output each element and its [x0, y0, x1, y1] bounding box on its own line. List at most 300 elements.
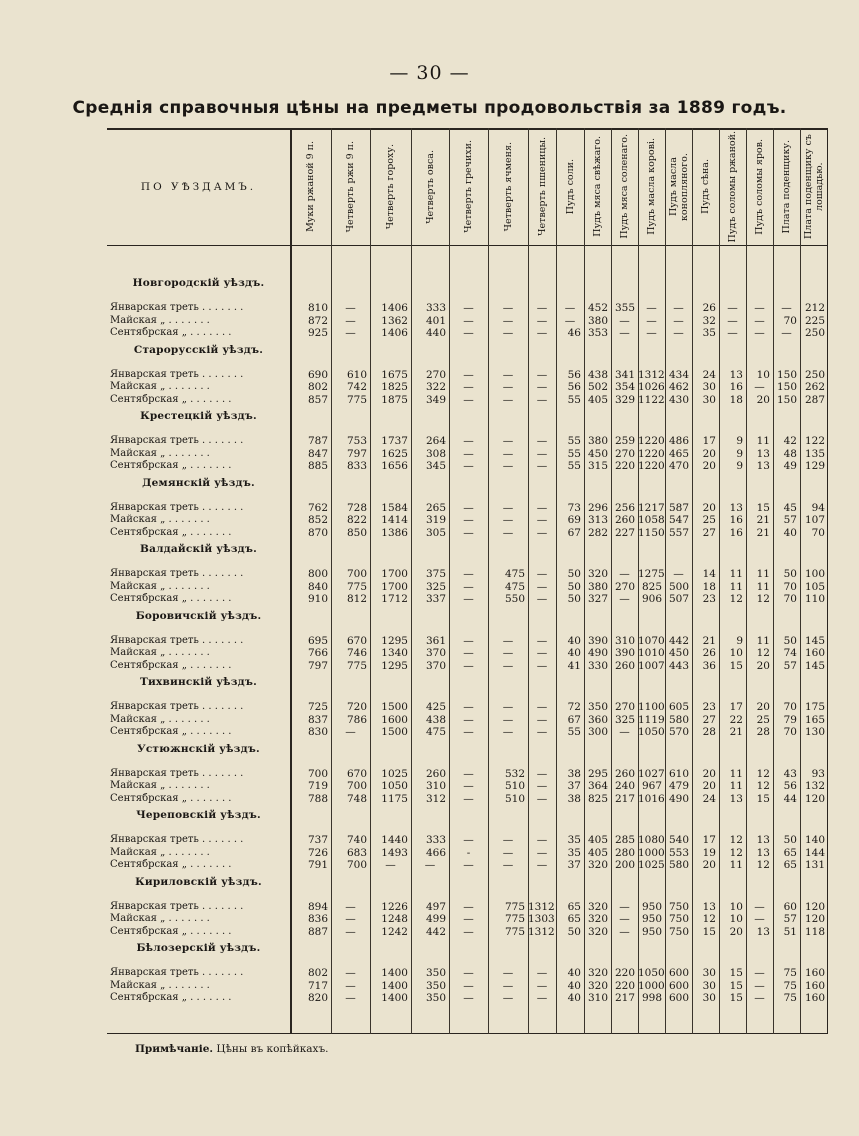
- table-cell: 70: [783, 314, 797, 327]
- row-label: Майская „ . . . . . . .: [110, 979, 210, 991]
- table-cell: 750: [668, 913, 689, 925]
- table-cell: 26: [702, 647, 716, 659]
- table-cell: 401: [425, 314, 446, 327]
- table-cell: —: [619, 925, 630, 938]
- table-cell: 280: [614, 846, 635, 859]
- table-cell: 775: [346, 580, 367, 593]
- table-cell: —: [345, 900, 356, 913]
- row-label: Январская треть . . . . . . .: [110, 302, 244, 313]
- table-cell: 950: [641, 925, 662, 938]
- table-cell: 1050: [381, 780, 408, 792]
- table-cell: 310: [587, 992, 608, 1004]
- table-cell: 56: [783, 780, 797, 792]
- row-label: Майская „ . . . . . . .: [110, 314, 210, 326]
- district-name: Старорусскій уѣздъ.: [133, 343, 264, 356]
- table-cell: 37: [567, 780, 581, 792]
- table-cell: 547: [668, 514, 689, 526]
- table-cell: —: [536, 593, 548, 605]
- district-name: Валдайскій уѣздъ.: [140, 543, 257, 555]
- table-cell: 1242: [381, 925, 408, 938]
- column-header: [800, 128, 828, 245]
- table-cell: 70: [811, 526, 825, 539]
- table-cell: —: [536, 568, 548, 580]
- table-cell: 120: [804, 900, 825, 913]
- table-cell: 160: [804, 979, 825, 992]
- table-cell: —: [463, 992, 474, 1004]
- table-cell: 40: [567, 979, 581, 992]
- row-label: Январская треть . . . . . . .: [110, 701, 244, 712]
- table-cell: 11: [756, 568, 770, 580]
- table-cell: 837: [307, 713, 328, 726]
- table-cell: 260: [614, 659, 635, 672]
- table-cell: 50: [567, 925, 581, 938]
- table-cell: —: [502, 846, 514, 859]
- table-cell: 1248: [381, 913, 408, 925]
- table-cell: 775: [504, 900, 525, 913]
- column-header-text: Плата поденщику.: [781, 139, 792, 234]
- table-cell: 36: [702, 659, 716, 672]
- table-cell: 20: [756, 701, 770, 713]
- table-cell: 333: [425, 834, 446, 846]
- column-header-text: Пудъ мяса свѣжаго.: [592, 136, 603, 237]
- table-cell: 320: [587, 859, 608, 871]
- table-cell: 38: [567, 792, 581, 805]
- table-cell: 35: [567, 834, 581, 846]
- table-cell: 322: [425, 381, 446, 393]
- page-title: Среднія справочныя цѣны на предметы продовольствія за 1889 годъ.: [72, 98, 787, 118]
- table-cell: 73: [567, 501, 581, 514]
- table-cell: 1295: [381, 659, 408, 672]
- table-cell: 21: [756, 514, 770, 526]
- table-cell: 270: [614, 701, 635, 713]
- table-cell: 329: [614, 393, 635, 406]
- table-cell: —: [463, 460, 474, 472]
- table-cell: 79: [783, 713, 797, 726]
- table-cell: 1362: [381, 314, 408, 327]
- table-cell: —: [424, 859, 436, 871]
- table-cell: 32: [702, 314, 716, 327]
- district-name: Кириловскій уѣздъ.: [135, 875, 262, 888]
- table-cell: 349: [425, 393, 446, 406]
- column-header-text: Четверть пшеницы.: [536, 137, 548, 236]
- table-cell: 894: [307, 900, 328, 913]
- row-label: Январская треть . . . . . . .: [110, 967, 244, 978]
- table-cell: 11: [729, 780, 743, 792]
- table-cell: —: [345, 925, 356, 938]
- table-cell: 144: [804, 846, 825, 859]
- table-cell: 452: [587, 302, 608, 314]
- table-cell: 442: [425, 925, 446, 938]
- table-cell: 217: [614, 792, 635, 805]
- table-cell: 775: [346, 659, 367, 672]
- table-cell: 1027: [638, 767, 665, 780]
- table-cell: 13: [729, 792, 743, 805]
- table-cell: —: [536, 992, 548, 1004]
- table-cell: 75: [783, 979, 797, 992]
- table-cell: 12: [756, 593, 770, 605]
- table-cell: 600: [668, 967, 689, 979]
- table-cell: —: [345, 992, 356, 1004]
- table-cell: —: [345, 979, 356, 992]
- table-cell: —: [385, 859, 396, 871]
- table-cell: 466: [425, 846, 446, 859]
- table-cell: 470: [668, 460, 689, 472]
- table-cell: 1119: [638, 713, 665, 726]
- table-cell: —: [502, 967, 514, 979]
- district-name: Крестецкій уѣздъ.: [140, 410, 257, 422]
- table-cell: 308: [425, 447, 446, 460]
- table-cell: 1070: [638, 634, 665, 647]
- table-cell: 1025: [381, 767, 408, 780]
- table-cell: 791: [307, 859, 328, 871]
- table-cell: 50: [567, 593, 581, 605]
- table-cell: 262: [804, 381, 825, 393]
- row-label: Январская треть . . . . . . .: [110, 900, 244, 912]
- table-cell: 497: [425, 900, 446, 913]
- table-cell: -: [466, 846, 471, 859]
- table-cell: 812: [346, 593, 367, 605]
- table-cell: —: [502, 381, 514, 393]
- table-cell: 132: [804, 780, 825, 792]
- table-cell: 21: [729, 726, 743, 738]
- table-cell: 1220: [638, 447, 665, 460]
- table-cell: 430: [668, 393, 689, 406]
- table-cell: 129: [804, 460, 825, 472]
- table-cell: 110: [804, 593, 825, 605]
- table-cell: 70: [783, 701, 797, 713]
- table-cell: 1875: [381, 393, 408, 406]
- table-cell: 15: [756, 792, 770, 805]
- table-cell: —: [536, 647, 548, 659]
- table-cell: 65: [783, 859, 797, 871]
- table-cell: 250: [804, 368, 825, 381]
- district-name: Устюжнскій уѣздъ.: [137, 742, 260, 755]
- table-cell: —: [463, 659, 474, 672]
- table-cell: 50: [783, 568, 797, 580]
- table-cell: 12: [756, 767, 770, 780]
- table-cell: 13: [756, 925, 770, 938]
- table-cell: 753: [346, 435, 367, 447]
- district-name: Тихвинскій уѣздъ.: [140, 676, 257, 688]
- table-cell: 740: [346, 834, 367, 846]
- table-cell: 1050: [638, 726, 665, 738]
- table-cell: —: [463, 381, 474, 393]
- table-cell: 380: [587, 580, 608, 593]
- table-cell: —: [781, 302, 792, 314]
- table-cell: 20: [702, 460, 716, 472]
- table-cell: 20: [702, 767, 716, 780]
- district-name: Новгородскій уѣздъ.: [132, 277, 265, 289]
- table-cell: 320: [587, 925, 608, 938]
- table-cell: 490: [587, 647, 608, 659]
- table-cell: —: [502, 501, 514, 514]
- table-cell: 950: [641, 913, 662, 925]
- table-cell: 12: [756, 647, 770, 659]
- column-header-text: Плата поденщику съ лошадью.: [803, 134, 825, 239]
- table-cell: 107: [804, 514, 825, 526]
- table-cell: 212: [804, 302, 825, 314]
- table-cell: 100: [804, 568, 825, 580]
- column-header: [370, 128, 411, 245]
- table-cell: —: [463, 713, 474, 726]
- table-cell: 13: [702, 900, 716, 913]
- table-cell: 1025: [638, 859, 665, 871]
- table-cell: 21: [702, 634, 716, 647]
- table-cell: 1100: [638, 701, 665, 713]
- table-cell: 330: [587, 659, 608, 672]
- column-header-text: Пудъ масла корові.: [646, 138, 657, 235]
- table-cell: 337: [425, 593, 446, 605]
- table-cell: 1312: [528, 900, 555, 913]
- table-cell: —: [502, 726, 514, 738]
- table-cell: —: [345, 726, 356, 738]
- table-cell: 1400: [381, 967, 408, 979]
- table-cell: 775: [504, 925, 525, 938]
- table-cell: 9: [736, 634, 743, 647]
- table-cell: 1295: [381, 634, 408, 647]
- table-cell: —: [536, 846, 548, 859]
- row-label: Сентябрская „ . . . . . . .: [110, 593, 232, 604]
- column-header-text: Пудъ мяса соленаго.: [619, 134, 630, 239]
- table-cell: 320: [587, 568, 608, 580]
- table-cell: —: [536, 834, 548, 846]
- row-label: Сентябрская „ . . . . . . .: [110, 726, 232, 737]
- table-cell: 1050: [638, 967, 665, 979]
- table-cell: —: [463, 302, 474, 314]
- table-cell: 442: [668, 634, 689, 647]
- table-cell: —: [754, 381, 765, 393]
- table-cell: 750: [668, 900, 689, 913]
- table-cell: —: [536, 713, 548, 726]
- table-cell: —: [754, 900, 765, 913]
- table-cell: —: [754, 302, 765, 314]
- table-cell: 797: [307, 659, 328, 672]
- table-cell: 1312: [528, 925, 555, 938]
- district-name: Демянскій уѣздъ.: [142, 476, 255, 489]
- table-cell: —: [463, 967, 474, 979]
- table-cell: 50: [567, 568, 581, 580]
- table-cell: 443: [668, 659, 689, 672]
- table-cell: 1007: [638, 659, 665, 672]
- row-label: Сентябрская „ . . . . . . .: [110, 393, 232, 405]
- column-header: [488, 128, 528, 245]
- table-cell: 1386: [381, 526, 408, 539]
- table-cell: 726: [307, 846, 328, 859]
- table-cell: 364: [587, 780, 608, 792]
- table-cell: 37: [567, 859, 581, 871]
- table-cell: —: [619, 900, 630, 913]
- table-cell: 950: [641, 900, 662, 913]
- table-cell: 810: [307, 302, 328, 314]
- table-cell: 131: [804, 859, 825, 871]
- column-header-text: Пудъ соломы ржаной.: [727, 130, 738, 243]
- table-cell: 220: [614, 967, 635, 979]
- row-label: Январская треть . . . . . . .: [110, 634, 244, 646]
- table-cell: 225: [804, 314, 825, 327]
- table-cell: 1275: [638, 568, 665, 580]
- table-cell: 40: [567, 967, 581, 979]
- table-cell: —: [502, 327, 514, 339]
- table-cell: 55: [567, 726, 581, 738]
- table-cell: 26: [702, 302, 716, 314]
- table-cell: 683: [346, 846, 367, 859]
- footnote-text: Цѣны въ копѣйкахъ.: [216, 1043, 329, 1055]
- table-cell: —: [502, 435, 514, 447]
- table-cell: 720: [346, 701, 367, 713]
- table-cell: 450: [668, 647, 689, 659]
- table-cell: 20: [756, 659, 770, 672]
- table-cell: 105: [804, 580, 825, 593]
- table-cell: 1010: [638, 647, 665, 659]
- table-cell: 20: [702, 447, 716, 460]
- table-cell: 380: [587, 435, 608, 447]
- table-cell: 48: [783, 447, 797, 460]
- table-cell: 786: [346, 713, 367, 726]
- table-cell: —: [463, 780, 474, 792]
- table-cell: 1080: [638, 834, 665, 846]
- table-cell: 370: [425, 647, 446, 659]
- table-cell: —: [536, 327, 548, 339]
- table-cell: —: [536, 726, 548, 738]
- table-cell: 67: [567, 713, 581, 726]
- table-cell: —: [502, 393, 514, 406]
- table-cell: 15: [729, 992, 743, 1004]
- table-cell: 1712: [381, 593, 408, 605]
- table-cell: 762: [307, 501, 328, 514]
- table-cell: —: [463, 792, 474, 805]
- table-cell: 775: [346, 393, 367, 406]
- table-cell: —: [502, 314, 514, 327]
- table-cell: 787: [307, 435, 328, 447]
- table-cell: 60: [783, 900, 797, 913]
- table-cell: —: [536, 767, 548, 780]
- table-cell: —: [463, 327, 474, 339]
- table-cell: 13: [756, 447, 770, 460]
- table-cell: —: [502, 834, 514, 846]
- table-cell: 57: [783, 659, 797, 672]
- table-cell: 746: [346, 647, 367, 659]
- table-cell: 737: [307, 834, 328, 846]
- table-cell: 1220: [638, 435, 665, 447]
- table-cell: 840: [307, 580, 328, 593]
- table-cell: 820: [307, 992, 328, 1004]
- table-cell: 12: [702, 913, 716, 925]
- table-cell: —: [463, 913, 474, 925]
- table-cell: —: [463, 925, 474, 938]
- table-cell: 40: [783, 526, 797, 539]
- table-cell: 70: [783, 593, 797, 605]
- table-cell: —: [754, 913, 765, 925]
- row-label: Сентябрская „ . . . . . . .: [110, 327, 232, 338]
- table-cell: 825: [587, 792, 608, 805]
- table-cell: 256: [614, 501, 635, 514]
- table-cell: —: [536, 368, 548, 381]
- table-cell: —: [781, 327, 792, 339]
- table-cell: 1303: [528, 913, 555, 925]
- table-cell: 1440: [381, 834, 408, 846]
- table-cell: —: [619, 327, 630, 339]
- table-cell: 150: [776, 381, 797, 393]
- table-cell: 887: [307, 925, 328, 938]
- table-cell: 30: [702, 979, 716, 992]
- table-cell: 55: [567, 447, 581, 460]
- column-header-text: Четверть овса.: [424, 149, 436, 224]
- table-cell: —: [754, 979, 765, 992]
- table-cell: 836: [307, 913, 328, 925]
- table-cell: 797: [346, 447, 367, 460]
- table-cell: 906: [641, 593, 662, 605]
- table-cell: —: [345, 913, 356, 925]
- table-cell: 850: [346, 526, 367, 539]
- table-cell: 11: [729, 859, 743, 871]
- table-cell: 350: [425, 967, 446, 979]
- table-cell: 742: [346, 381, 367, 393]
- table-cell: 51: [783, 925, 797, 938]
- table-cell: 22: [729, 713, 743, 726]
- table-cell: 23: [702, 593, 716, 605]
- table-cell: 434: [668, 368, 689, 381]
- table-cell: —: [502, 447, 514, 460]
- row-label: Майская „ . . . . . . .: [110, 580, 210, 592]
- table-cell: 802: [307, 381, 328, 393]
- row-label: Январская треть . . . . . . .: [110, 501, 244, 513]
- table-cell: 250: [804, 327, 825, 339]
- table-cell: 695: [307, 634, 328, 647]
- table-cell: 587: [668, 501, 689, 514]
- table-cell: 847: [307, 447, 328, 460]
- table-cell: 486: [668, 435, 689, 447]
- table-cell: 872: [307, 314, 328, 327]
- table-cell: 220: [614, 979, 635, 992]
- table-cell: 175: [804, 701, 825, 713]
- table-cell: 690: [307, 368, 328, 381]
- table-cell: 998: [641, 992, 662, 1004]
- table-cell: 57: [783, 913, 797, 925]
- table-cell: —: [536, 634, 548, 647]
- table-cell: 40: [567, 992, 581, 1004]
- table-cell: —: [536, 460, 548, 472]
- table-cell: —: [536, 580, 548, 593]
- table-cell: —: [502, 992, 514, 1004]
- table-cell: —: [502, 979, 514, 992]
- table-cell: 24: [702, 368, 716, 381]
- table-cell: —: [536, 501, 548, 514]
- table-cell: 425: [425, 701, 446, 713]
- table-cell: 160: [804, 992, 825, 1004]
- table-cell: 375: [425, 568, 446, 580]
- table-cell: 475: [504, 568, 525, 580]
- table-cell: 20: [729, 925, 743, 938]
- table-cell: 1016: [638, 792, 665, 805]
- table-cell: 20: [702, 859, 716, 871]
- table-cell: 13: [729, 368, 743, 381]
- table-cell: —: [727, 314, 738, 327]
- table-cell: 315: [587, 460, 608, 472]
- table-cell: 10: [729, 913, 743, 925]
- table-cell: 265: [425, 501, 446, 514]
- table-cell: —: [502, 514, 514, 526]
- table-cell: 18: [729, 393, 743, 406]
- table-cell: 925: [307, 327, 328, 339]
- table-cell: 557: [668, 526, 689, 539]
- table-cell: —: [536, 393, 548, 406]
- table-cell: —: [754, 327, 765, 339]
- table-cell: 21: [756, 526, 770, 539]
- table-cell: 502: [587, 381, 608, 393]
- table-cell: 1414: [381, 514, 408, 526]
- table-cell: 1026: [638, 381, 665, 393]
- table-cell: 50: [783, 834, 797, 846]
